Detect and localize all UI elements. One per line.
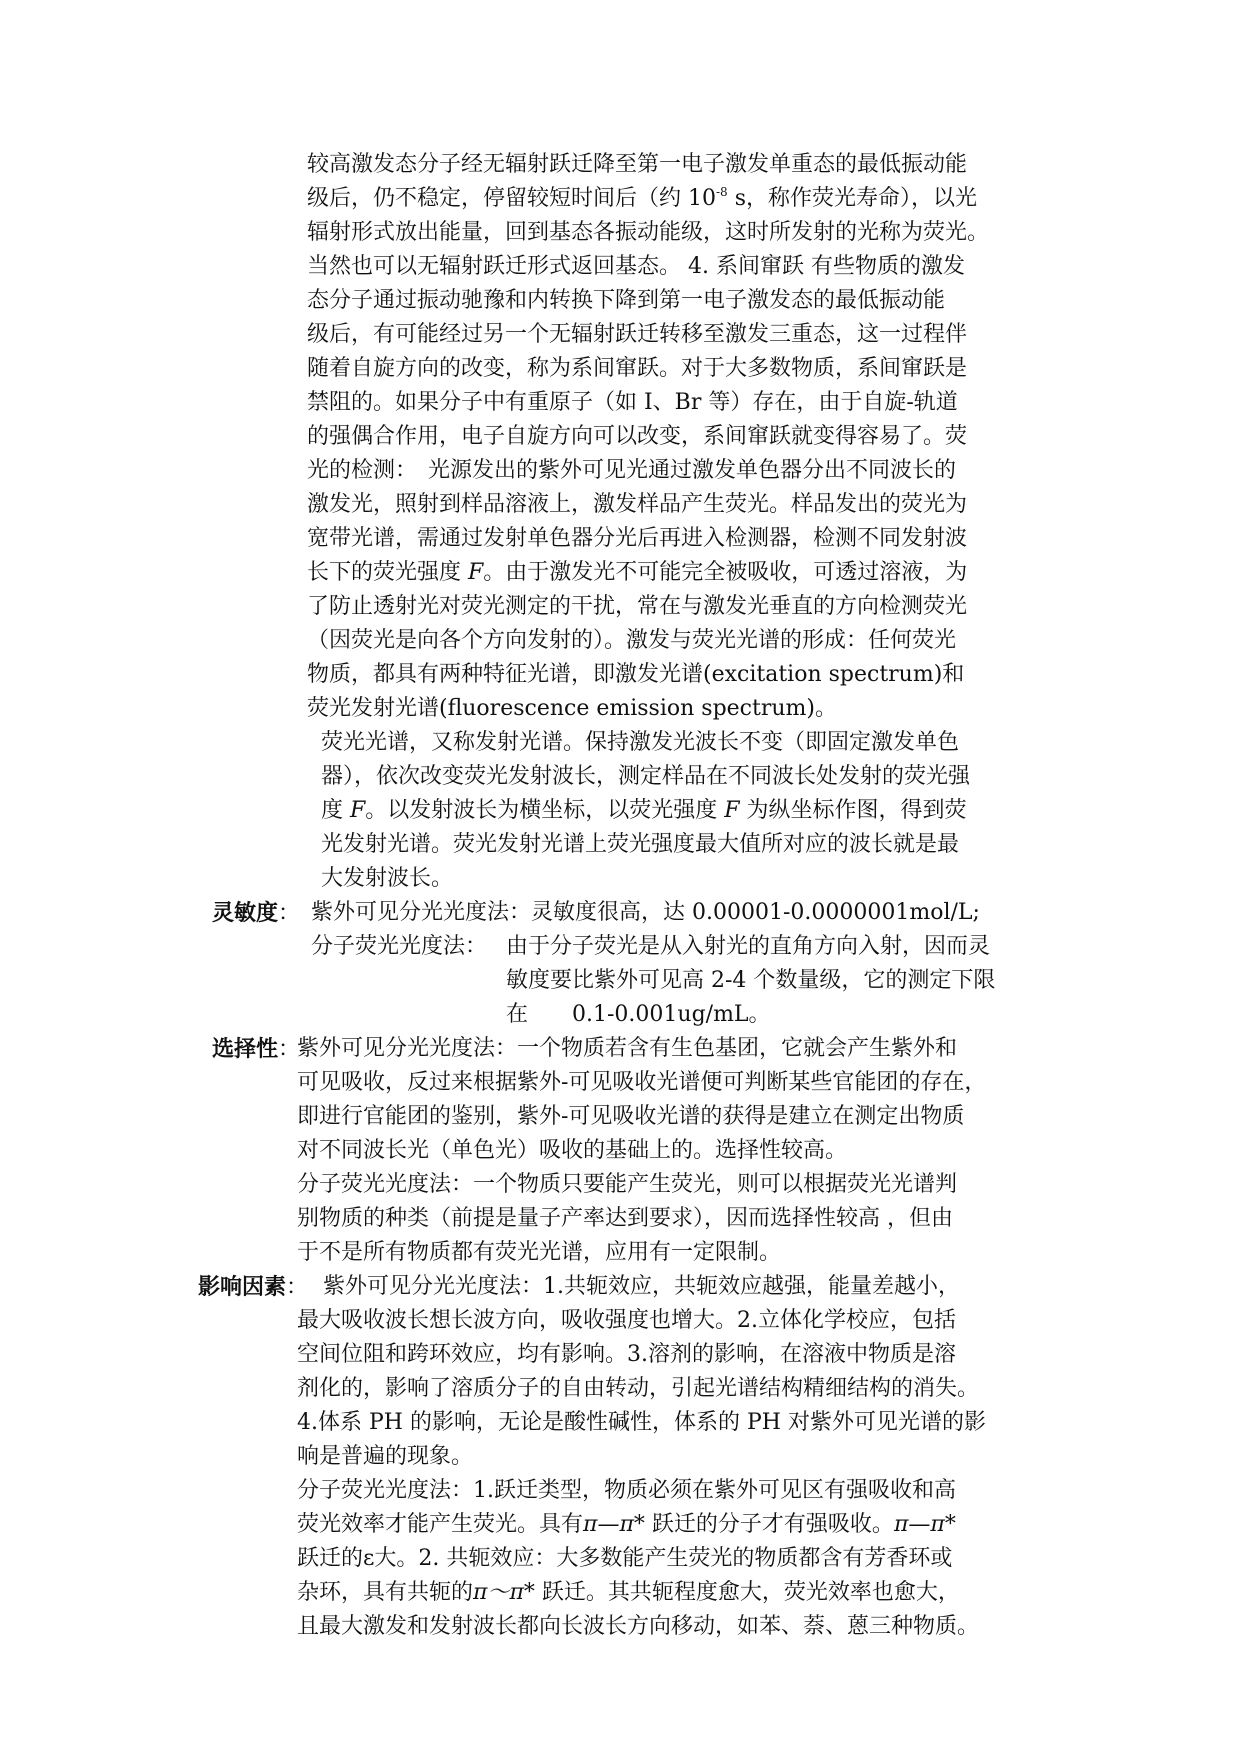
text-line: 态分子通过振动驰豫和内转换下降到第一电子激发态的最低振动能: [307, 288, 946, 313]
text-line: 对不同波长光（单色光）吸收的基础上的。选择性较高。: [297, 1138, 848, 1163]
text-line: 分子荧光光度法：1.跃迁类型，物质必须在紫外可见区有强吸收和高: [297, 1478, 956, 1503]
section-label: 影响因素：: [198, 1274, 309, 1300]
text-line: 辐射形式放出能量，回到基态各振动能级，这时所发射的光称为荧光。: [307, 220, 990, 245]
text-line: 随着自旋方向的改变，称为系间窜跃。对于大多数物质，系间窜跃是: [307, 356, 968, 381]
text-line: 别物质的种类（前提是量子产率达到要求），因而选择性较高 ，但由: [297, 1206, 953, 1231]
text-line: 度 F。以发射波长为横坐标，以荧光强度 F 为纵坐标作图，得到荧: [321, 798, 967, 823]
text-line: 级后，仍不稳定，停留较短时间后（约 $10^{-8}$ s，称作荧光寿命），以光: [307, 185, 977, 211]
text-line: 剂化的，影响了溶质分子的自由转动，引起光谱结构精细结构的消失。: [297, 1376, 980, 1401]
text-line: 器），依次改变荧光发射波长，测定样品在不同波长处发射的荧光强: [321, 764, 971, 789]
text-line: 可见吸收，反过来根据紫外-可见吸收光谱便可判断某些官能团的存在，: [297, 1070, 987, 1095]
text-line: 宽带光谱，需通过发射单色器分光后再进入检测器，检测不同发射波: [307, 526, 968, 551]
text-line: 且最大激发和发射波长都向长波长方向移动，如苯、萘、蒽三种物质。: [297, 1614, 980, 1639]
text-line: 紫外可见分光光度法：灵敏度很高，达 0.00001-0.0000001mol/L;: [311, 900, 980, 925]
text-line: 空间位阻和跨环效应，均有影响。3.溶剂的影响，在溶液中物质是溶: [297, 1342, 956, 1367]
text-line: （因荧光是向各个方向发射的）。激发与荧光光谱的形成：任何荧光: [307, 628, 957, 653]
text-line: 杂环，具有共轭的π～π* 跃迁。其共轭程度愈大，荧光效率也愈大，: [297, 1580, 960, 1605]
text-line: 敏度要比紫外可见高 2-4 个数量级，它的测定下限: [506, 968, 996, 993]
text-line: 最大吸收波长想长波方向，吸收强度也增大。2.立体化学校应，包括: [297, 1308, 956, 1333]
text-line: 分子荧光光度法：一个物质只要能产生荧光，则可以根据荧光光谱判: [297, 1172, 958, 1197]
text-line: 光发射光谱。荧光发射光谱上荧光强度最大值所对应的波长就是最: [321, 832, 960, 857]
text-line: 禁阻的。如果分子中有重原子（如 I、Br 等）存在，由于自旋-轨道: [307, 390, 958, 415]
text-line: 跃迁的ε大。2. 共轭效应：大多数能产生荧光的物质都含有芳香环或: [297, 1546, 953, 1571]
text-line: 于不是所有物质都有荧光光谱，应用有一定限制。: [297, 1240, 782, 1265]
text-line: 光的检测： 光源发出的紫外可见光通过激发单色器分出不同波长的: [307, 458, 957, 483]
text-line: 响是普遍的现象。: [297, 1444, 474, 1469]
text-line: 分子荧光光度法：: [311, 934, 488, 959]
text-line: 物质，都具有两种特征光谱，即激发光谱(excitation spectrum)和: [307, 662, 965, 687]
text-line: 由于分子荧光是从入射光的直角方向入射，因而灵: [506, 934, 991, 959]
text-line: 了防止透射光对荧光测定的干扰，常在与激发光垂直的方向检测荧光: [307, 594, 968, 619]
text-line: 的强偶合作用，电子自旋方向可以改变，系间窜跃就变得容易了。荧: [307, 424, 968, 449]
text-line: 级后，有可能经过另一个无辐射跃迁转移至激发三重态，这一过程伴: [307, 322, 968, 347]
text-line: 在 0.1-0.001ug/mL。: [506, 1002, 771, 1027]
section-label: 灵敏度：: [212, 900, 301, 926]
text-line: 当然也可以无辐射跃迁形式返回基态。 4. 系间窜跃 有些物质的激发: [307, 254, 965, 279]
text-line: 4.体系 PH 的影响，无论是酸性碱性，体系的 PH 对紫外可见光谱的影: [297, 1410, 986, 1435]
text-line: 大发射波长。: [321, 866, 454, 891]
text-line: 荧光发射光谱(fluorescence emission spectrum)。: [307, 696, 837, 721]
section-label: 选择性：: [212, 1036, 301, 1062]
text-line: 紫外可见分光光度法：一个物质若含有生色基团，它就会产生紫外和: [297, 1036, 958, 1061]
text-line: 荧光效率才能产生荧光。具有π—π* 跃迁的分子才有强吸收。π—π*: [297, 1512, 956, 1537]
text-line: 激发光，照射到样品溶液上，激发样品产生荧光。样品发出的荧光为: [307, 492, 968, 517]
text-line: 紫外可见分光光度法：1.共轭效应，共轭效应越强，能量差越小，: [323, 1274, 960, 1299]
text-line: 长下的荧光强度 F。由于激发光不可能完全被吸收，可透过溶液，为: [307, 560, 968, 585]
text-line: 荧光光谱，又称发射光谱。保持激发光波长不变（即固定激发单色: [321, 730, 960, 755]
text-line: 即进行官能团的鉴别，紫外-可见吸收光谱的获得是建立在测定出物质: [297, 1104, 965, 1129]
text-line: 较高激发态分子经无辐射跃迁降至第一电子激发单重态的最低振动能: [307, 152, 968, 177]
